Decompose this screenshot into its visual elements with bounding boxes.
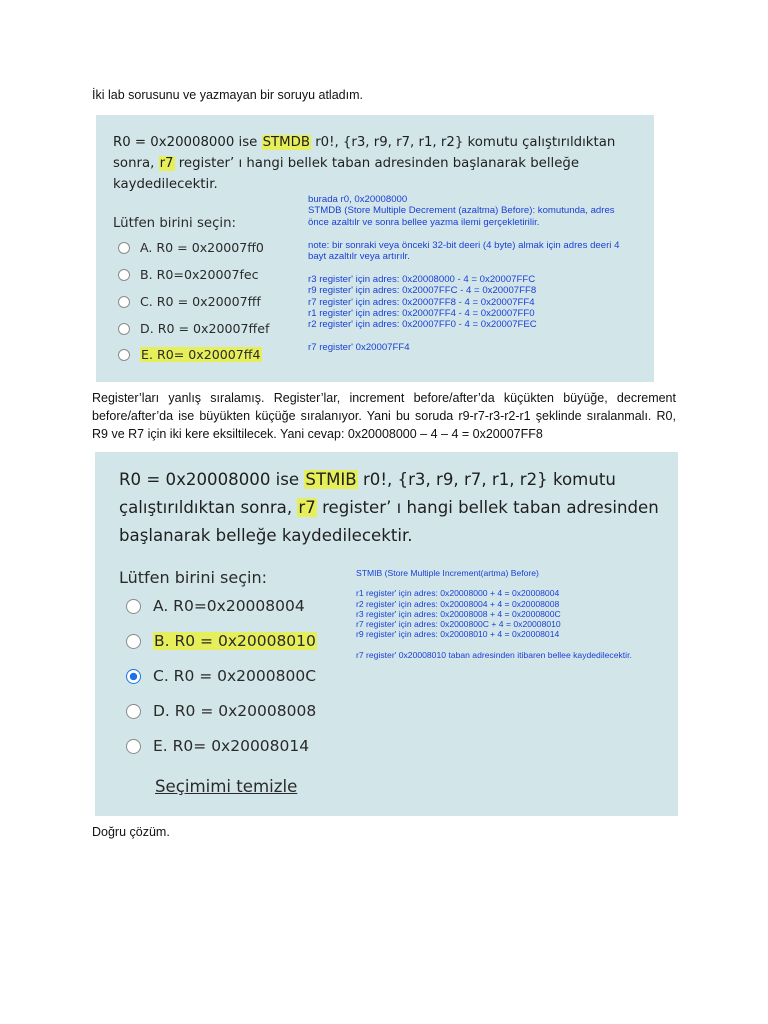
intro-paragraph: İki lab sorusunu ve yazmayan bir soruyu atladım. bbox=[92, 88, 363, 102]
handwritten-solution-note: burada r0, 0x20008000 STMDB (Store Multiple Decrement (azaltma) Before): komutunda, adres önce azaltılr ve sonra bellee yazma ilemi gerçekletirilir. note: bir sonraki veya önceki 32-bit deeri (4 byte) almak için adres deeri 4 bayt azaltılr veya artırılr. r3 register' için adres: 0x20008000 - 4 = 0x20007FFC r9 register' için adres: 0x20007FFC - 4 = 0x20007FF8 r7 register' için adres: 0x20007FF8 - 4 = 0x20007FF4 r1 register' için adres: 0x20007FF4 - 4 = 0x20007FF0 r2 register' için adres: 0x20007FF0 - 4 = 0x20007FEC r7 register' 0x20007FF4 bbox=[308, 194, 620, 354]
quiz-screenshot-stmdb bbox=[96, 115, 654, 382]
option-a[interactable]: A. R0=0x20008004 bbox=[126, 597, 305, 615]
clear-selection-link[interactable]: Seçimimi temizle bbox=[155, 777, 298, 796]
radio-button[interactable] bbox=[118, 349, 130, 361]
radio-button[interactable] bbox=[118, 323, 130, 335]
radio-button[interactable] bbox=[126, 634, 141, 649]
question-text: R0 = 0x20008000 ise STMDB r0!, {r3, r9, r7, r1, r2} komutu çalıştırıldıktan sonra, r7 register’ ı hangi bellek taban adresinden başlanarak belleğe kaydedilecektir. bbox=[113, 135, 616, 192]
radio-button[interactable] bbox=[126, 704, 141, 719]
radio-button[interactable] bbox=[126, 739, 141, 754]
choose-prompt: Lütfen birini seçin: bbox=[113, 216, 236, 231]
highlight-r7: r7 bbox=[159, 156, 174, 171]
option-e[interactable]: E. R0= 0x20008014 bbox=[126, 737, 309, 755]
radio-button-selected[interactable] bbox=[126, 669, 141, 684]
handwritten-solution-note: STMIB (Store Multiple Increment(artma) Before) r1 register' için adres: 0x20008000 + 4 = 0x20008004 r2 register' için adres: 0x20008004 + 4 = 0x20008008 r3 register' için adres: 0x20008008 + 4 = 0x2000800C r7 register' için adres: 0x2000800C + 4 = 0x20008010 r9 register' için adres: 0x20008010 + 4 = 0x20008014 r7 register' 0x20008010 taban adresinden itibaren bellee kaydedilecektir. bbox=[356, 568, 632, 660]
highlight-stmdb: STMDB bbox=[262, 135, 310, 150]
option-c[interactable]: C. R0 = 0x20007fff bbox=[118, 294, 261, 309]
option-d[interactable]: D. R0 = 0x20007ffef bbox=[118, 321, 269, 336]
highlight-stmib: STMIB bbox=[305, 470, 357, 489]
conclusion-paragraph: Doğru çözüm. bbox=[92, 825, 170, 839]
option-b[interactable]: B. R0 = 0x20008010 bbox=[126, 632, 317, 650]
quiz-screenshot-stmib bbox=[95, 452, 678, 816]
radio-button[interactable] bbox=[118, 296, 130, 308]
explanation-paragraph: Register’ları yanlış sıralamış. Register’lar, increment before/after’da küçükten büyüğe, decrement before/after’da ise büyükten küçüğe sıralanıyor. Yani bu soruda r9-r7-r3-r2-r1 şeklinde sıralanmalı. R0, R9 ve R7 için iki kere eksiltilecek. Yani cevap: 0x20008000 – 4 – 4 = 0x20007FF8 bbox=[92, 391, 676, 441]
highlight-r7: r7 bbox=[298, 498, 316, 517]
radio-button[interactable] bbox=[118, 269, 130, 281]
option-c[interactable]: C. R0 = 0x2000800C bbox=[126, 667, 316, 685]
option-e[interactable]: E. R0= 0x20007ff4 bbox=[118, 347, 262, 362]
radio-button[interactable] bbox=[126, 599, 141, 614]
option-a[interactable]: A. R0 = 0x20007ff0 bbox=[118, 240, 264, 255]
radio-button[interactable] bbox=[118, 242, 130, 254]
option-d[interactable]: D. R0 = 0x20008008 bbox=[126, 702, 316, 720]
choose-prompt: Lütfen birini seçin: bbox=[119, 568, 267, 587]
question-text: R0 = 0x20008000 ise STMIB r0!, {r3, r9, r7, r1, r2} komutu çalıştırıldıktan sonra, r7 register’ ı hangi bellek taban adresinden başlanarak belleğe kaydedilecektir. bbox=[119, 470, 659, 545]
option-b[interactable]: B. R0=0x20007fec bbox=[118, 267, 259, 282]
